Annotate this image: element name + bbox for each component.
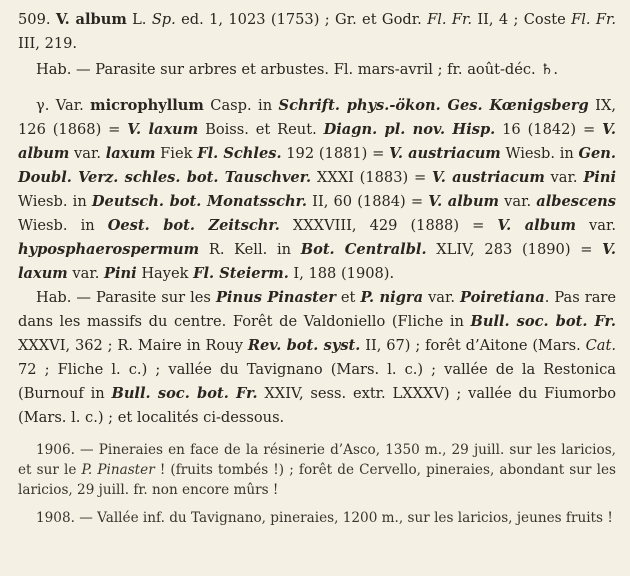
variety-marker: γ. xyxy=(36,97,50,114)
entry-number: 509. xyxy=(18,11,51,28)
species-name: V. album xyxy=(55,11,127,28)
habitat-species: Hab. — Parasite sur arbres et arbustes. Fl. mars-avril ; fr. août-déc. ♄. xyxy=(36,61,559,78)
habitat-variety: Hab. — Parasite sur les Pinus Pinaster et P. nigra var. Poiretiana. Pas rare dans les massifs du centre. Forêt de Valdoniello (Fliche in Bull. soc. bot. Fr. XXXVI, 362 ; R. Maire in Rouy Rev. bot. syst. II, 67) ; forêt d’Aitone (Mars. Cat. 72 ; Fliche l. c.) ; vallée du Tavignano (Mars. l. c.) ; vallée de la Restonica (Burnouf in Bull. soc. bot. Fr. XXIV, sess. extr. LXXXV) ; vallée du Fiumorbo (Mars. l. c.) ; et localités ci-dessous. xyxy=(18,289,617,426)
variety-name: microphyllum xyxy=(90,97,204,114)
observation-1906: 1906. — Pineraies en face de la résinerie d’Asco, 1350 m., 29 juill. sur les laricios, et sur le P. Pinaster ! (fruits tombés !) ; forêt de Cervello, pineraies, abondant sur les laricios, 29 juill. fr. non encore mûrs ! xyxy=(18,442,617,498)
observation-1908: 1908. — Vallée inf. du Tavignano, pineraies, 1200 m., sur les laricios, jeunes fruits ! xyxy=(36,510,613,526)
species-entry: 509. V. album L. Sp. ed. 1, 1023 (1753) ; Gr. et Godr. Fl. Fr. II, 4 ; Coste Fl. Fr. III, 219. xyxy=(18,11,616,52)
variety-entry: γ. Var. microphyllum Casp. in Schrift. phys.-ökon. Ges. Kœnigsberg IX, 126 (1868) = V. laxum Boiss. et Reut. Diagn. pl. nov. Hisp. 16 (1842) = V. album var. laxum Fiek Fl. Schles. 192 (1881) = V. austriacum Wiesb. in Gen. Doubl. Verz. schles. bot. Tauschver. XXXI (1883) = V. austriacum var. Pini Wiesb. in Deutsch. bot. Monatsschr. II, 60 (1884) = V. album var. albescens Wiesb. in Oest. bot. Zeitschr. XXXVIII, 429 (1888) = V. album var. hyposphaerospermum R. Kell. in Bot. Centralbl. XLIV, 283 (1890) = V. laxum var. Pini Hayek Fl. Steierm. I, 188 (1908). xyxy=(18,97,617,282)
